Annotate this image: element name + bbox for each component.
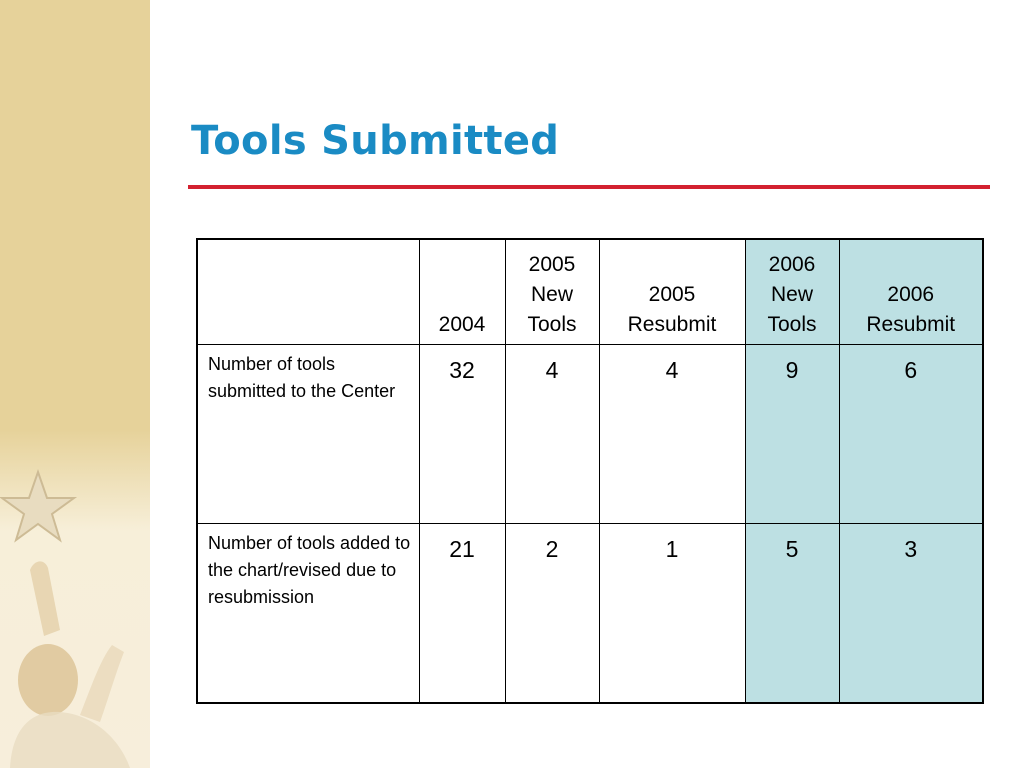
child-body-shape (10, 712, 130, 768)
table-cell: 2 (505, 524, 599, 704)
star-and-child-illustration (0, 460, 150, 768)
header-cell-2004: 2004 (419, 239, 505, 345)
slide-title: Tools Submitted (191, 118, 560, 164)
row-label: Number of tools added to the chart/revised due to resubmission (197, 524, 419, 704)
table-row (197, 524, 983, 704)
header-cell-2005-new-tools: 2005 New Tools (505, 239, 599, 345)
star-icon (2, 472, 74, 540)
header-cell-2006-resubmit: 2006 Resubmit (839, 239, 983, 345)
row-label: Number of tools submitted to the Center (197, 345, 419, 524)
header-cell-empty (197, 239, 419, 345)
table-cell: 3 (839, 524, 983, 704)
tools-table (196, 238, 984, 704)
table-cell: 5 (745, 524, 839, 704)
header-cell-2005-resubmit: 2005 Resubmit (599, 239, 745, 345)
title-underline (188, 185, 990, 189)
table-header-row (197, 239, 983, 345)
child-arm-shape (30, 561, 60, 636)
table-cell: 21 (419, 524, 505, 704)
table-cell: 9 (745, 345, 839, 524)
table-cell: 4 (599, 345, 745, 524)
table-cell: 6 (839, 345, 983, 524)
table-cell: 32 (419, 345, 505, 524)
child-head-shape (18, 644, 78, 716)
decorative-left-band (0, 0, 150, 768)
child-raised-arm-shape (80, 645, 124, 722)
table-row (197, 345, 983, 524)
header-cell-2006-new-tools: 2006 New Tools (745, 239, 839, 345)
table-cell: 4 (505, 345, 599, 524)
table-cell: 1 (599, 524, 745, 704)
